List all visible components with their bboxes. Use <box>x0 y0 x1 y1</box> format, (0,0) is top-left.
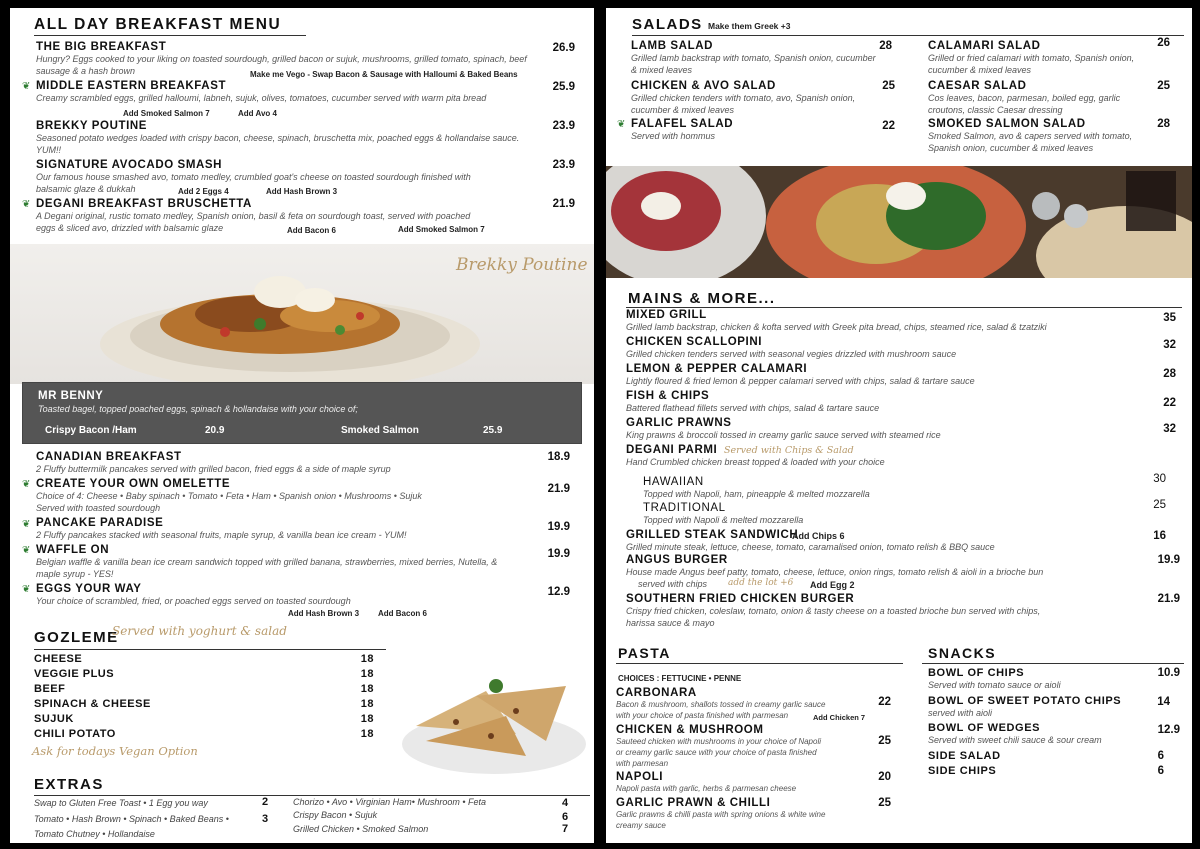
title-underline <box>34 35 306 36</box>
item-name: CHICKEN & AVO SALAD <box>631 80 776 92</box>
section-underline <box>616 663 903 664</box>
item-price: 22 <box>878 696 891 708</box>
item-name: SPINACH & CHEESE <box>34 698 151 710</box>
item-name: ANGUS BURGER <box>626 554 728 566</box>
menu-item <box>36 80 536 104</box>
item-price: 25.9 <box>552 81 575 93</box>
mains-title: MAINS & MORE... <box>628 290 776 307</box>
item-description: Topped with Napoli & melted mozzarella <box>643 515 804 525</box>
item-price: 10.9 <box>1157 667 1180 679</box>
item-price: 22 <box>1163 397 1176 409</box>
item-price: 30 <box>1153 473 1166 485</box>
menu-item <box>626 593 1146 629</box>
menu-item <box>616 724 876 769</box>
menu-item <box>626 309 1126 333</box>
menu-item <box>928 40 1158 76</box>
extras-price: 3 <box>262 813 269 825</box>
item-price: 12.9 <box>547 586 570 598</box>
item-description-line2: served with chips <box>638 579 708 589</box>
item-name: THE BIG BREAKFAST <box>36 41 167 53</box>
item-description: Our famous house smashed avo, tomato medley, crumbled goat's cheese on toasted sourdough finished with balsamic glaze & dukkah <box>36 172 471 194</box>
item-price: 18 <box>360 653 374 665</box>
item-name: GARLIC PRAWN & CHILLI <box>616 797 771 809</box>
item-description: 2 Fluffy pancakes stacked with seasonal fruits, maple syrup, & vanilla bean ice cream - YUM! <box>36 530 407 540</box>
gozleme-plate-illustration <box>396 656 592 780</box>
extras-price: 7 <box>562 823 569 835</box>
item-description: Grilled lamb backstrap with tomato, Spanish onion, cucumber & mixed leaves <box>631 53 876 75</box>
item-description: House made Angus beef patty, tomato, cheese, lettuce, onion rings, tomato relish & aioli in a brioche bun <box>626 567 1044 577</box>
gozleme-row <box>34 698 374 710</box>
item-name: SIGNATURE AVOCADO SMASH <box>36 159 223 171</box>
item-name: CREATE YOUR OWN OMELETTE <box>36 478 231 490</box>
item-name: FISH & CHIPS <box>626 390 710 402</box>
item-price: 23.9 <box>552 159 575 171</box>
item-description-line2: with your choice of pasta finished with parmesan <box>616 711 789 720</box>
addon-note: Add Smoked Salmon 7 <box>398 225 485 234</box>
menu-item <box>928 750 1158 762</box>
extras-price: 4 <box>562 797 569 809</box>
gozleme-row <box>34 728 374 740</box>
menu-item <box>928 695 1158 719</box>
vegetarian-leaf-icon: ❦ <box>22 479 31 490</box>
item-description: Grilled chicken tenders with tomato, avo, Spanish onion, cucumber & mixed leaves <box>631 93 856 115</box>
menu-item <box>928 80 1158 116</box>
addon-note: Add Chicken 7 <box>813 713 866 722</box>
extras-line: Tomato • Hash Brown • Spinach • Baked Beans • <box>34 814 229 824</box>
item-price: 18 <box>360 728 374 740</box>
menu-item <box>928 667 1158 691</box>
menu-item <box>36 544 516 580</box>
menu-item <box>36 478 536 514</box>
extras-line: Swap to Gluten Free Toast • 1 Egg you way <box>34 798 208 808</box>
item-description: Topped with Napoli, ham, pineapple & melted mozzarella <box>643 489 870 499</box>
item-price: 21.9 <box>547 483 570 495</box>
item-name: CHEESE <box>34 653 83 665</box>
item-name: CALAMARI SALAD <box>928 40 1041 52</box>
item-name: MR BENNY <box>38 390 104 402</box>
item-price: 25 <box>878 735 891 747</box>
item-name: LAMB SALAD <box>631 40 714 52</box>
menu-item <box>616 771 876 794</box>
item-description: Served with tomato sauce or aioli <box>928 680 1061 690</box>
item-name: DEGANI BREAKFAST BRUSCHETTA <box>36 198 252 210</box>
gozleme-row <box>34 683 374 695</box>
item-price: 28 <box>1163 368 1176 380</box>
item-description: Choice of 4: Cheese • Baby spinach • Tomato • Feta • Ham • Spanish onion • Mushrooms • Sujuk <box>36 491 422 501</box>
salads-title: SALADS <box>632 16 703 33</box>
item-name: VEGGIE PLUS <box>34 668 115 680</box>
addon-note: Make me Vego - Swap Bacon & Sausage with Halloumi & Baked Beans <box>250 70 518 79</box>
item-description: Creamy scrambled eggs, grilled halloumi, labneh, sujuk, olives, tomatoes, cucumber served with warm pita bread <box>36 93 487 103</box>
item-price: 25 <box>878 797 891 809</box>
extras-line: Grilled Chicken • Smoked Salmon <box>293 824 429 834</box>
vegetarian-leaf-icon: ❦ <box>22 584 31 595</box>
item-price: 18 <box>360 698 374 710</box>
item-name: FALAFEL SALAD <box>631 118 734 130</box>
item-name: DEGANI PARMI <box>626 444 718 456</box>
item-name: BOWL OF SWEET POTATO CHIPS <box>928 695 1122 707</box>
item-price: 19.9 <box>547 521 570 533</box>
item-price: 22 <box>882 120 895 132</box>
item-price: 18 <box>360 668 374 680</box>
option-label: Crispy Bacon /Ham <box>45 425 137 436</box>
item-description-line2: Served with toasted sourdough <box>36 503 161 513</box>
item-description: Cos leaves, bacon, parmesan, boiled egg, garlic croutons, classic Caesar dressing <box>928 93 1121 115</box>
item-name: LEMON & PEPPER CALAMARI <box>626 363 808 375</box>
addon-note: Add 2 Eggs 4 <box>178 187 229 196</box>
right-menu-page <box>606 8 1192 843</box>
item-name: GARLIC PRAWNS <box>626 417 732 429</box>
item-description: 2 Fluffy buttermilk pancakes served with grilled bacon, fried eggs & a side of maple syrup <box>36 464 391 474</box>
item-name: HAWAIIAN <box>643 476 704 488</box>
menu-item <box>36 120 536 156</box>
breakfast-title: ALL DAY BREAKFAST MENU <box>34 16 282 33</box>
item-name: SIDE CHIPS <box>928 765 997 777</box>
addon-note: Add Avo 4 <box>238 109 277 118</box>
extras-title: EXTRAS <box>34 776 104 793</box>
item-price: 21.9 <box>1157 593 1180 605</box>
pasta-choices: CHOICES : FETTUCINE • PENNE <box>618 674 742 683</box>
item-description-line2: or creamy garlic sauce with your choice of pasta finished <box>616 748 817 757</box>
menu-item <box>631 40 881 76</box>
extras-line: Chorizo • Avo • Virginian Ham• Mushroom • Feta <box>293 797 487 807</box>
item-name: CANADIAN BREAKFAST <box>36 451 182 463</box>
item-name: CHICKEN & MUSHROOM <box>616 724 764 736</box>
menu-item <box>626 336 1126 360</box>
item-description: Your choice of scrambled, fried, or poached eggs served on toasted sourdough <box>36 596 351 606</box>
item-name: CHILI POTATO <box>34 728 116 740</box>
item-description: Served with sweet chili sauce & sour cream <box>928 735 1102 745</box>
item-price: 6 <box>1157 765 1164 777</box>
option-label: Smoked Salmon <box>341 425 419 436</box>
item-description: Sauteed chicken with mushrooms in your choice of Napoli <box>616 737 821 746</box>
section-underline <box>922 663 1184 664</box>
item-price: 20 <box>878 771 891 783</box>
menu-item <box>643 476 1043 500</box>
item-name: BOWL OF CHIPS <box>928 667 1025 679</box>
gozleme-row <box>34 713 374 725</box>
item-description: Bacon & mushroom, shallots tossed in creamy garlic sauce <box>616 700 826 709</box>
item-name: SUJUK <box>34 713 74 725</box>
vegetarian-leaf-icon: ❦ <box>22 81 31 92</box>
menu-item <box>616 797 876 831</box>
menu-item <box>631 80 881 116</box>
addon-note: Add Hash Brown 3 <box>266 187 338 196</box>
item-description-line2: creamy sauce <box>616 821 666 830</box>
option-price: 25.9 <box>483 425 503 436</box>
menu-item <box>631 118 881 142</box>
section-underline <box>632 35 1184 36</box>
gozleme-photo <box>396 656 592 780</box>
item-name: PANCAKE PARADISE <box>36 517 164 529</box>
item-description-line3: with parmesan <box>616 759 669 768</box>
item-description: Crispy fried chicken, coleslaw, tomato, onion & tasty cheese on a toasted brioche bun served with chips, <box>626 606 1041 616</box>
gozleme-row <box>34 653 374 665</box>
extras-price: 6 <box>562 811 569 823</box>
vegetarian-leaf-icon: ❦ <box>22 519 31 530</box>
item-name: EGGS YOUR WAY <box>36 583 142 595</box>
item-name: SIDE SALAD <box>928 750 1001 762</box>
item-description: Served with hommus <box>631 131 716 141</box>
item-price: 19.9 <box>1157 554 1180 566</box>
item-price: 18 <box>360 713 374 725</box>
mr-benny-box <box>22 382 582 444</box>
item-name: WAFFLE ON <box>36 544 110 556</box>
photo-caption: Brekky Poutine <box>456 255 588 275</box>
pasta-title: PASTA <box>618 645 671 661</box>
item-name: BEEF <box>34 683 66 695</box>
item-name: CARBONARA <box>616 687 697 699</box>
vegetarian-leaf-icon: ❦ <box>22 545 31 556</box>
item-description: Grilled chicken tenders served with seasonal vegies drizzled with mushroom sauce <box>626 349 957 359</box>
item-name: GRILLED STEAK SANDWICH <box>626 529 799 541</box>
item-description: Hand Crumbled chicken breast topped & loaded with your choice <box>626 457 885 467</box>
item-price: 32 <box>1163 423 1176 435</box>
menu-item <box>928 765 1158 777</box>
item-description: Grilled minute steak, lettuce, cheese, tomato, caramalised onion, tomato relish & BBQ sauce <box>626 542 995 552</box>
item-name: NAPOLI <box>616 771 664 783</box>
item-price: 18 <box>360 683 374 695</box>
addon-note: Add Chips 6 <box>792 531 845 541</box>
menu-item <box>36 517 536 541</box>
item-price: 28 <box>879 40 892 52</box>
gozleme-title: GOZLEME <box>34 629 119 646</box>
item-name: MIXED GRILL <box>626 309 707 321</box>
gozleme-row <box>34 668 374 680</box>
extras-line: Tomato Chutney • Hollandaise <box>34 829 155 839</box>
item-description: A Degani original, rustic tomato medley, Spanish onion, basil & feta on sourdough toast, served with poached eggs & sliced avo, drizzled with balsamic glaze <box>36 211 471 233</box>
salads-subtitle: Make them Greek +3 <box>708 21 791 31</box>
addon-note: Add Hash Brown 3 <box>288 609 360 618</box>
item-name: CHICKEN SCALLOPINI <box>626 336 763 348</box>
item-price: 25 <box>882 80 895 92</box>
item-description: Grilled or fried calamari with tomato, Spanish onion, cucumber & mixed leaves <box>928 53 1135 75</box>
item-name: TRADITIONAL <box>643 502 726 514</box>
addon-note: Add Bacon 6 <box>378 609 427 618</box>
item-price: 23.9 <box>552 120 575 132</box>
item-price: 25 <box>1153 499 1166 511</box>
section-underline <box>34 649 386 650</box>
extras-line: Crispy Bacon • Sujuk <box>293 810 378 820</box>
item-description: Battered flathead fillets served with chips, salad & tartare sauce <box>626 403 880 413</box>
item-name: MIDDLE EASTERN BREAKFAST <box>36 80 227 92</box>
item-description: Hungry? Eggs cooked to your liking on toasted sourdough, grilled bacon or sujuk, mushrooms, grilled tomato, spinach, beef sausage & a hash brown <box>36 54 527 76</box>
item-price: 12.9 <box>1157 724 1180 736</box>
item-price: 16 <box>1153 530 1166 542</box>
extras-price: 2 <box>262 796 269 808</box>
menu-item <box>626 554 1146 590</box>
item-price: 14 <box>1157 696 1170 708</box>
section-underline <box>626 307 1182 308</box>
item-price: 18.9 <box>547 451 570 463</box>
item-description-line2: harissa sauce & mayo <box>626 618 715 628</box>
vegetarian-leaf-icon: ❦ <box>617 119 626 130</box>
menu-item <box>626 390 1126 414</box>
snacks-title: SNACKS <box>928 645 997 661</box>
add-the-lot-note: add the lot +6 <box>728 578 794 588</box>
parmi-script-note: Served with Chips & Salad <box>724 445 854 456</box>
item-price: 25 <box>1157 80 1170 92</box>
item-name: SMOKED SALMON SALAD <box>928 118 1086 130</box>
item-description: Toasted bagel, topped poached eggs, spinach & hollandaise with your choice of; <box>38 404 358 414</box>
menu-item <box>928 722 1158 746</box>
item-price: 21.9 <box>552 198 575 210</box>
item-price: 26.9 <box>552 42 575 54</box>
item-description: served with aioli <box>928 708 993 718</box>
vegan-note: Ask for todays Vegan Option <box>32 744 198 758</box>
food-spread-illustration <box>606 166 1192 278</box>
item-description: Seasoned potato wedges loaded with crispy bacon, cheese, spinach, bruschetta mix, poached eggs & hollandaise sauce. YUM!! <box>36 133 520 155</box>
item-price: 26 <box>1157 37 1170 49</box>
item-price: 32 <box>1163 339 1176 351</box>
food-spread-photo <box>606 166 1192 278</box>
item-price: 6 <box>1157 750 1164 762</box>
item-description: King prawns & broccoli tossed in creamy garlic sauce served with steamed rice <box>626 430 941 440</box>
menu-item <box>626 529 1146 553</box>
item-description: Garlic prawns & chilli pasta with spring onions & white wine <box>616 810 826 819</box>
item-name: CAESAR SALAD <box>928 80 1027 92</box>
menu-item <box>626 444 1126 468</box>
item-price: 19.9 <box>547 548 570 560</box>
addon-note: Add Egg 2 <box>810 580 855 590</box>
addon-note: Add Bacon 6 <box>287 226 336 235</box>
vegetarian-leaf-icon: ❦ <box>22 199 31 210</box>
menu-item <box>36 451 536 475</box>
addon-note: Add Smoked Salmon 7 <box>123 109 210 118</box>
left-menu-page <box>10 8 594 843</box>
menu-item <box>36 583 536 607</box>
section-underline <box>34 795 590 796</box>
gozleme-note: Served with yoghurt & salad <box>112 624 287 638</box>
item-name: SOUTHERN FRIED CHICKEN BURGER <box>626 593 855 605</box>
item-name: BREKKY POUTINE <box>36 120 148 132</box>
item-description: Lightly floured & fried lemon & pepper calamari served with chips, salad & tartare sauce <box>626 376 975 386</box>
item-price: 28 <box>1157 118 1170 130</box>
item-description: Grilled lamb backstrap, chicken & kofta served with Greek pita bread, chips, steamed rice, salad & tzatziki <box>626 322 1047 332</box>
option-price: 20.9 <box>205 425 225 436</box>
item-description: Smoked Salmon, avo & capers served with tomato, Spanish onion, cucumber & mixed leaves <box>928 131 1133 153</box>
menu-item <box>643 502 1043 526</box>
item-price: 35 <box>1163 312 1176 324</box>
item-name: BOWL OF WEDGES <box>928 722 1041 734</box>
menu-item <box>626 363 1126 387</box>
menu-item <box>928 118 1158 154</box>
item-description: Napoli pasta with garlic, herbs & parmesan cheese <box>616 784 797 793</box>
item-description: Belgian waffle & vanilla bean ice cream sandwich topped with grilled banana, strawberries, mixed berries, Nutella, & maple syrup - YES! <box>36 557 498 579</box>
menu-item <box>626 417 1126 441</box>
